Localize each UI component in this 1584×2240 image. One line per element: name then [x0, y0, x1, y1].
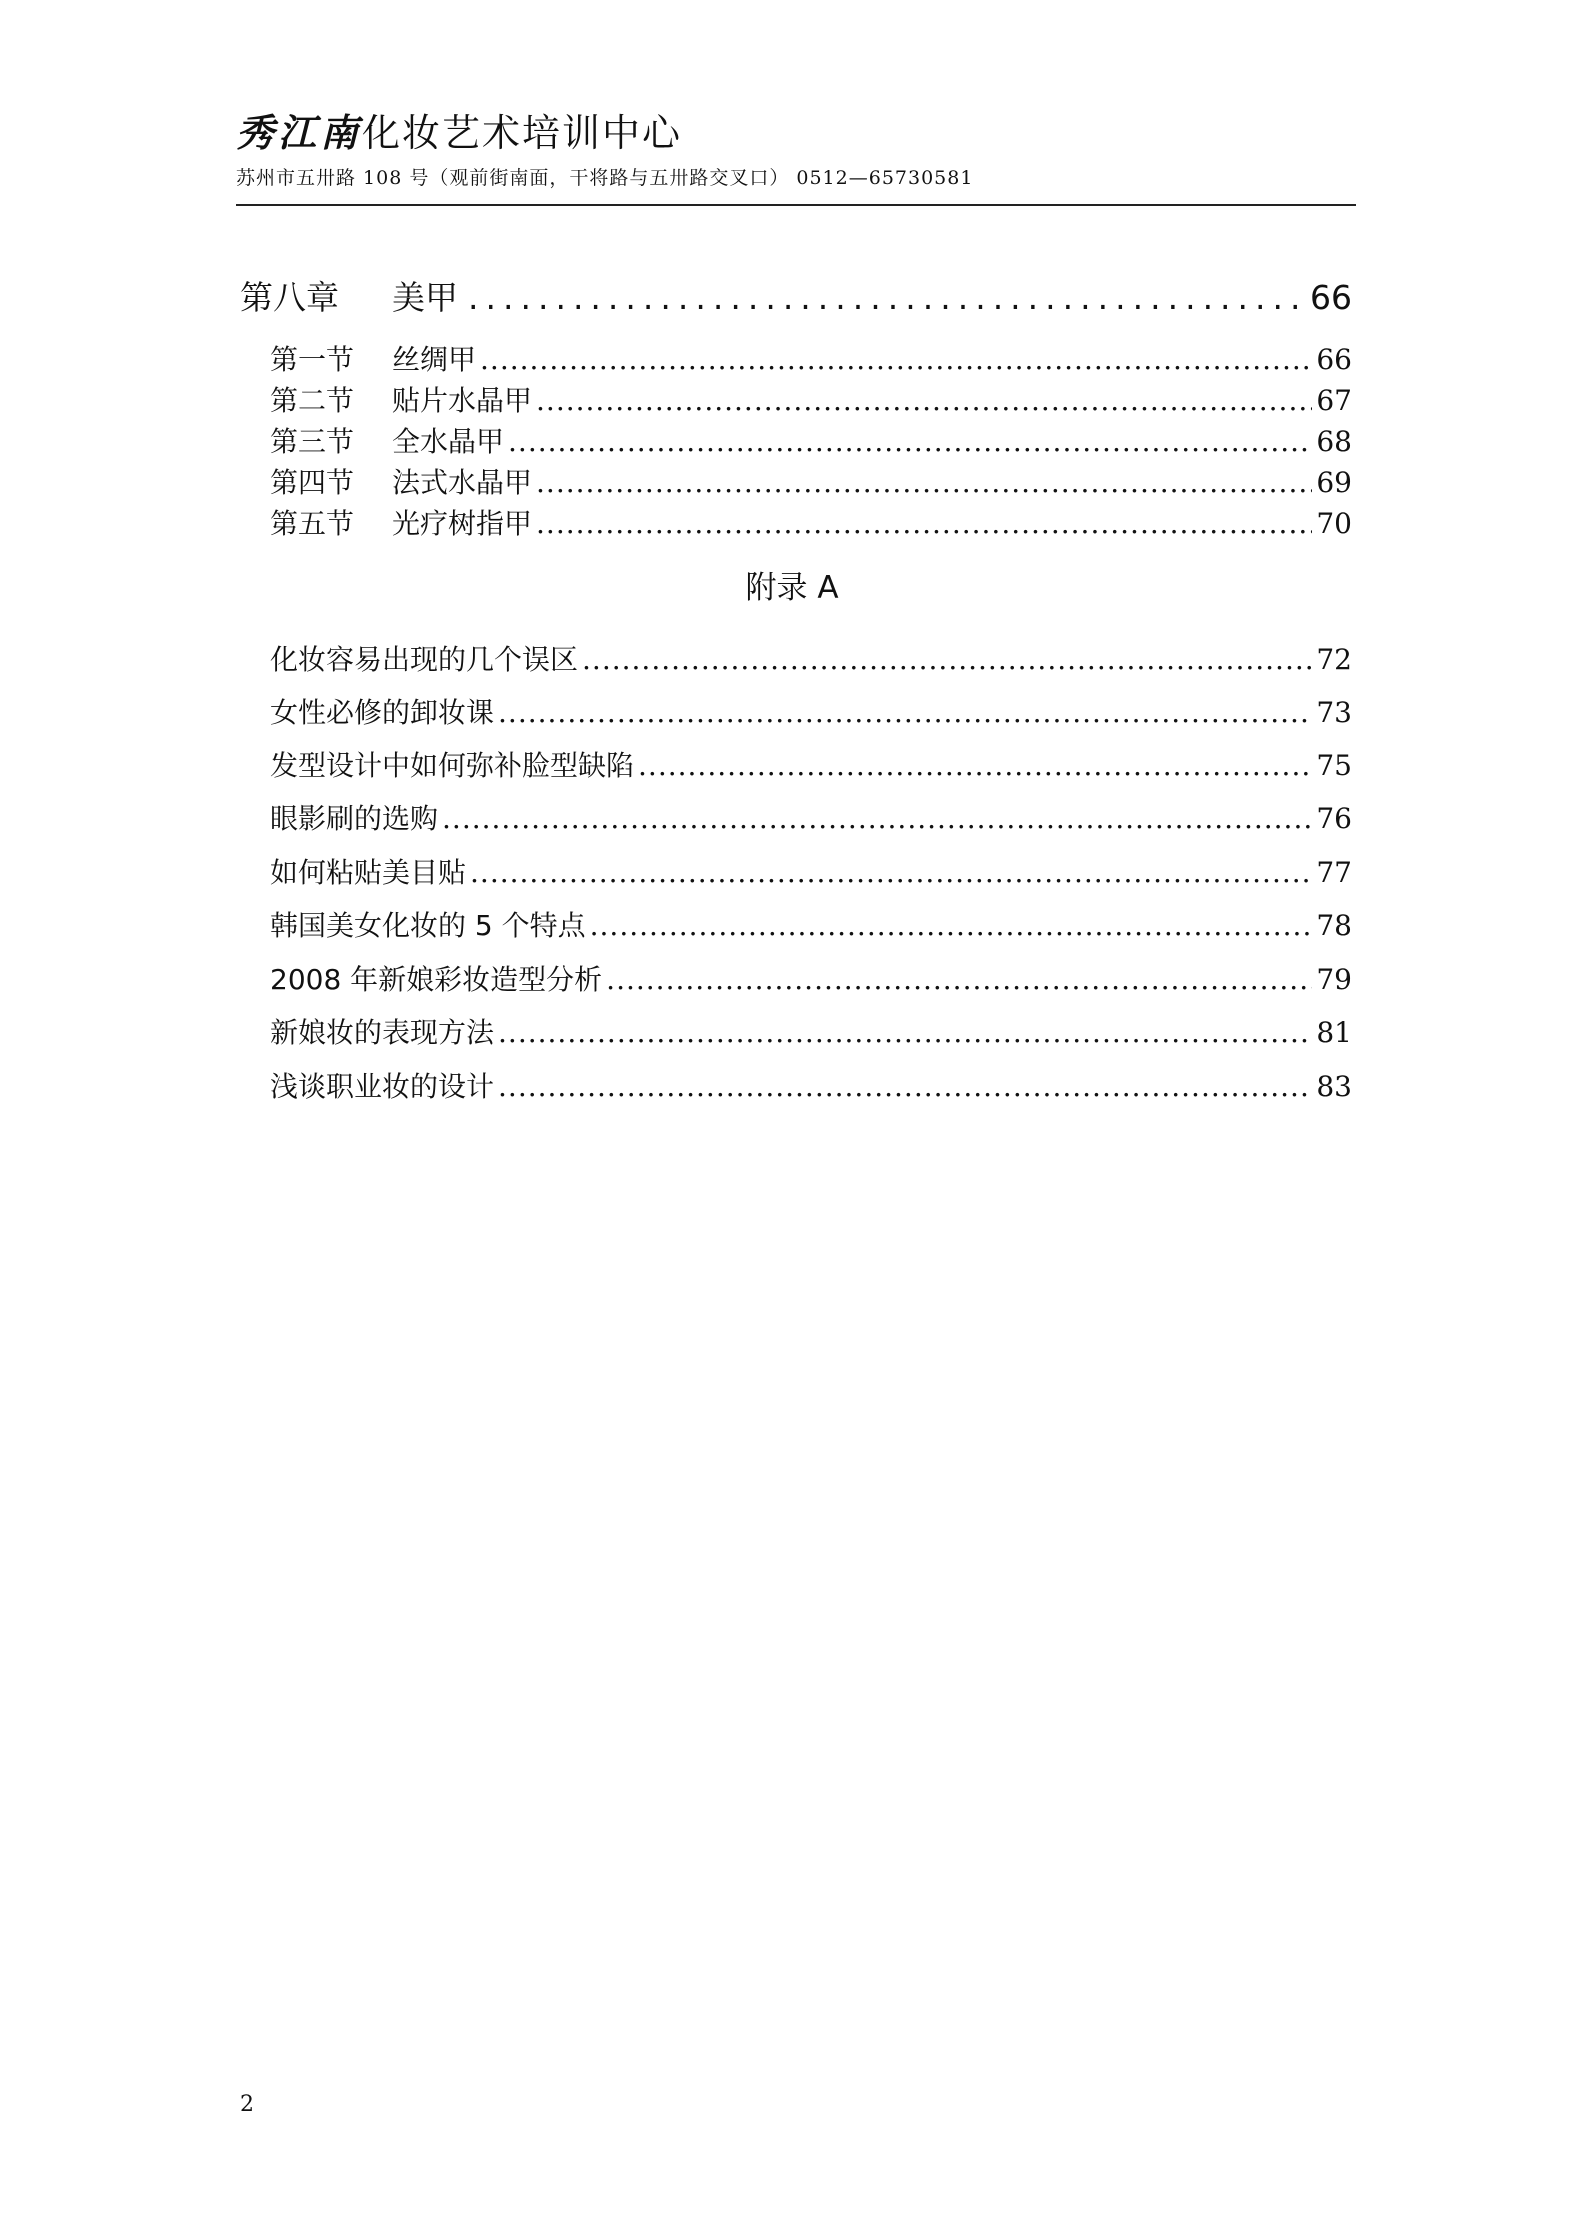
toc-appendix-item[interactable] [270, 1011, 1352, 1051]
appendix-item-title: 韩国美女化妆的 5 个特点 [270, 909, 586, 942]
section-number: 第五节 [270, 507, 355, 540]
appendix-item-title: 新娘妆的表现方法 [270, 1016, 495, 1049]
appendix-item-title: 如何粘贴美目贴 [270, 856, 467, 889]
header-divider [236, 204, 1356, 206]
toc-appendix-item[interactable] [270, 797, 1352, 837]
toc-section-1[interactable] [270, 338, 1352, 378]
section-number: 第二节 [270, 384, 355, 417]
dot-leader [536, 466, 1312, 499]
appendix-item-title: 2008 年新娘彩妆造型分析 [270, 963, 603, 996]
dot-leader [606, 963, 1312, 996]
toc-appendix-item[interactable] [270, 904, 1352, 944]
appendix-item-title: 眼影刷的选购 [270, 802, 439, 835]
section-number: 第四节 [270, 466, 355, 499]
toc-appendix-item[interactable] [270, 744, 1352, 784]
header-title-line [236, 110, 1356, 156]
toc-section-4[interactable] [270, 461, 1352, 501]
header-address: 苏州市五卅路 108 号（观前街南面，干将路与五卅路交叉口） 0512—65730581 [236, 167, 974, 189]
dot-leader [498, 1070, 1312, 1103]
section-page: 69 [1316, 466, 1352, 499]
dot-leader [638, 749, 1312, 782]
appendix-item-page: 72 [1316, 643, 1352, 676]
header-title: 化妆艺术培训中心 [362, 111, 683, 155]
appendix-item-title: 化妆容易出现的几个误区 [270, 643, 579, 676]
appendix-item-page: 76 [1316, 802, 1352, 835]
toc-appendix-item[interactable] [270, 1065, 1352, 1105]
dot-leader [536, 384, 1312, 417]
section-page: 70 [1316, 507, 1352, 540]
dot-leader [582, 643, 1312, 676]
section-page: 68 [1316, 425, 1352, 458]
section-number: 第三节 [270, 425, 355, 458]
toc-appendix-item[interactable] [270, 958, 1352, 998]
appendix-item-page: 78 [1316, 909, 1352, 942]
dot-leader [590, 909, 1313, 942]
appendix-item-title: 发型设计中如何弥补脸型缺陷 [270, 749, 635, 782]
chapter-page: 66 [1310, 278, 1352, 317]
toc-section-2[interactable] [270, 379, 1352, 419]
section-page: 66 [1316, 343, 1352, 376]
chapter-number: 第八章 [240, 278, 339, 317]
toc-appendix-item[interactable] [270, 638, 1352, 678]
page-number: 2 [240, 2092, 254, 2117]
appendix-item-page: 81 [1316, 1016, 1352, 1049]
dot-leader [480, 343, 1312, 376]
dot-leader [536, 507, 1312, 540]
dot-leader [442, 802, 1312, 835]
appendix-item-page: 75 [1316, 749, 1352, 782]
appendix-heading: 附录 A [745, 570, 839, 606]
toc-chapter-8[interactable] [240, 272, 1352, 319]
section-title: 法式水晶甲 [392, 466, 533, 499]
dot-leader [498, 696, 1312, 729]
page-header [236, 110, 1356, 192]
chapter-title: 美甲 [392, 278, 458, 317]
section-title: 光疗树指甲 [392, 507, 533, 540]
appendix-item-title: 浅谈职业妆的设计 [270, 1070, 495, 1103]
brand-logo: 秀江南 [236, 110, 363, 155]
dot-leader [508, 425, 1312, 458]
section-title: 贴片水晶甲 [392, 384, 533, 417]
toc-appendix-item[interactable] [270, 691, 1352, 731]
dot-leader [498, 1016, 1312, 1049]
dot-leader [470, 856, 1312, 889]
section-title: 丝绸甲 [392, 343, 477, 376]
section-title: 全水晶甲 [392, 425, 505, 458]
appendix-item-page: 77 [1316, 856, 1352, 889]
toc-section-3[interactable] [270, 420, 1352, 460]
appendix-item-page: 83 [1316, 1070, 1352, 1103]
dot-leader [468, 278, 1306, 317]
appendix-item-title: 女性必修的卸妆课 [270, 696, 495, 729]
appendix-item-page: 73 [1316, 696, 1352, 729]
section-page: 67 [1316, 384, 1352, 417]
toc-section-5[interactable] [270, 502, 1352, 542]
appendix-item-page: 79 [1316, 963, 1352, 996]
toc-appendix-item[interactable] [270, 851, 1352, 891]
section-number: 第一节 [270, 343, 355, 376]
